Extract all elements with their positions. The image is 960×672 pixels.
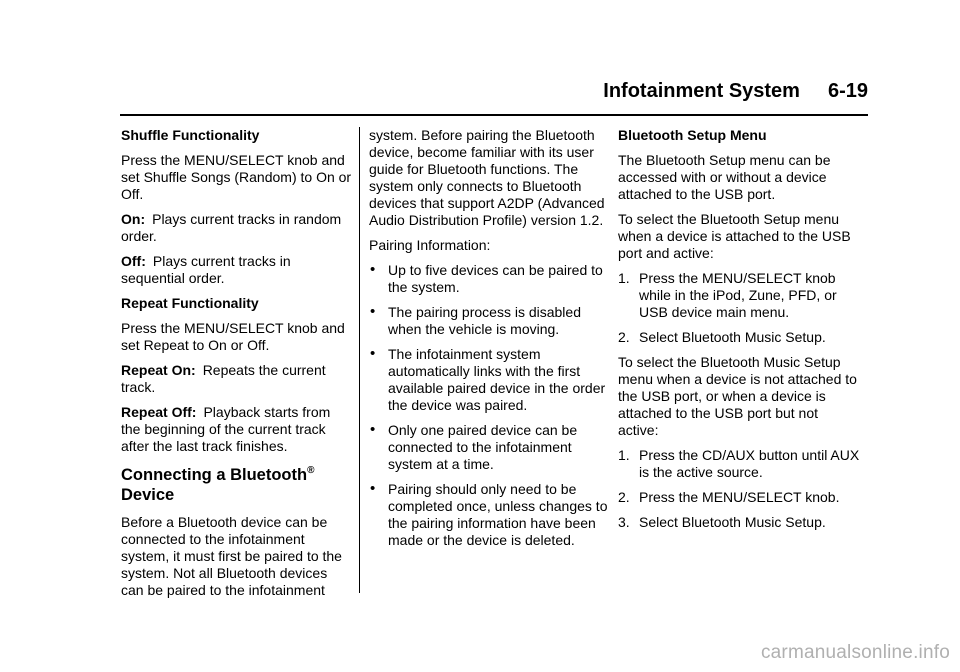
bullet-icon: • — [370, 303, 376, 320]
on-definition — [121, 211, 353, 245]
inactive-intro: To select the Bluetooth Music Setup menu when a device is not attached to the USB port, or when a device is attached to the USB port but not active: — [618, 354, 857, 438]
on-term: On: — [121, 211, 146, 227]
column-1 — [121, 127, 353, 607]
list-item: • Up to five devices can be paired to the system. — [370, 261, 603, 295]
list-item: • Pairing should only need to be completed once, unless changes to the pairing information have been made or the device is deleted. — [370, 480, 608, 548]
pairing-label: Pairing Information: — [369, 237, 491, 253]
column-divider — [359, 127, 360, 593]
repeat-off-term: Repeat Off: — [121, 404, 197, 420]
list-item: • The pairing process is disabled when the vehicle is moving. — [370, 303, 581, 337]
repeat-on-term: Repeat On: — [121, 362, 196, 378]
column-3 — [618, 127, 860, 539]
section-heading-part-a: Connecting a Bluetooth — [121, 466, 308, 484]
page-number: 6-19 — [827, 80, 868, 102]
list-item: 1. Press the CD/AUX button until AUX is the active source. — [618, 447, 860, 480]
list-item: 2. Select Bluetooth Music Setup. — [618, 329, 826, 345]
list-item: 1. Press the MENU/SELECT knob while in the iPod, Zune, PFD, or USB device main menu. — [618, 270, 837, 320]
registered-mark: ® — [307, 464, 315, 476]
off-term: Off: — [121, 253, 146, 269]
repeat-on-text: Repeats the current track. — [121, 362, 326, 395]
shuffle-text: Press the MENU/SELECT knob and set Shuffle Songs (Random) to On or Off. — [121, 152, 352, 202]
active-intro: To select the Bluetooth Setup menu when a device is attached to the USB port and active: — [618, 211, 851, 261]
shuffle-heading: Shuffle Functionality — [121, 127, 260, 143]
page-header — [603, 80, 868, 103]
steps-active — [618, 270, 860, 346]
list-item: • Only one paired device can be connected to the infotainment system at a time. — [370, 421, 578, 472]
off-text: Plays current tracks in sequential order. — [121, 253, 291, 286]
repeat-text: Press the MENU/SELECT knob and set Repeat to On or Off. — [121, 320, 345, 353]
repeat-on-definition — [121, 362, 353, 396]
off-definition — [121, 253, 353, 287]
continued-text: system. Before pairing the Bluetooth device, become familiar with its user guide for Bluetooth functions. The system only connects to Bluetooth devices that support A2DP (Advanced Audio Distribution Profile) version 1.2. — [369, 127, 605, 228]
on-text: Plays current tracks in random order. — [121, 211, 342, 244]
header-rule — [120, 114, 868, 116]
pairing-list — [369, 262, 609, 549]
intro-text: Before a Bluetooth device can be connected to the infotainment system, it must first be paired to the system. Not all Bluetooth devices can be paired to the infotainment — [121, 514, 342, 598]
bullet-icon: • — [370, 261, 376, 278]
bullet-icon: • — [370, 480, 376, 497]
repeat-heading: Repeat Functionality — [121, 295, 259, 311]
section-heading-part-b: Device — [121, 486, 175, 504]
bullet-icon: • — [370, 345, 376, 362]
menu-intro: The Bluetooth Setup menu can be accessed with or without a device attached to the USB port. — [618, 152, 831, 202]
column-2 — [369, 127, 609, 557]
section-heading — [121, 465, 353, 505]
list-item: 3. Select Bluetooth Music Setup. — [618, 514, 826, 530]
watermark: carmanualsonline.info — [760, 642, 950, 663]
list-item: 2. Press the MENU/SELECT knob. — [618, 489, 840, 505]
repeat-off-text: Playback starts from the beginning of the current track after the last track finishes. — [121, 404, 331, 454]
steps-inactive — [618, 447, 860, 531]
bullet-icon: • — [370, 421, 376, 438]
repeat-off-definition — [121, 404, 353, 455]
list-item: • The infotainment system automatically links with the first available paired device in the order the device was paired. — [370, 345, 606, 413]
header-title: Infotainment System — [603, 80, 800, 102]
menu-heading: Bluetooth Setup Menu — [618, 127, 767, 143]
